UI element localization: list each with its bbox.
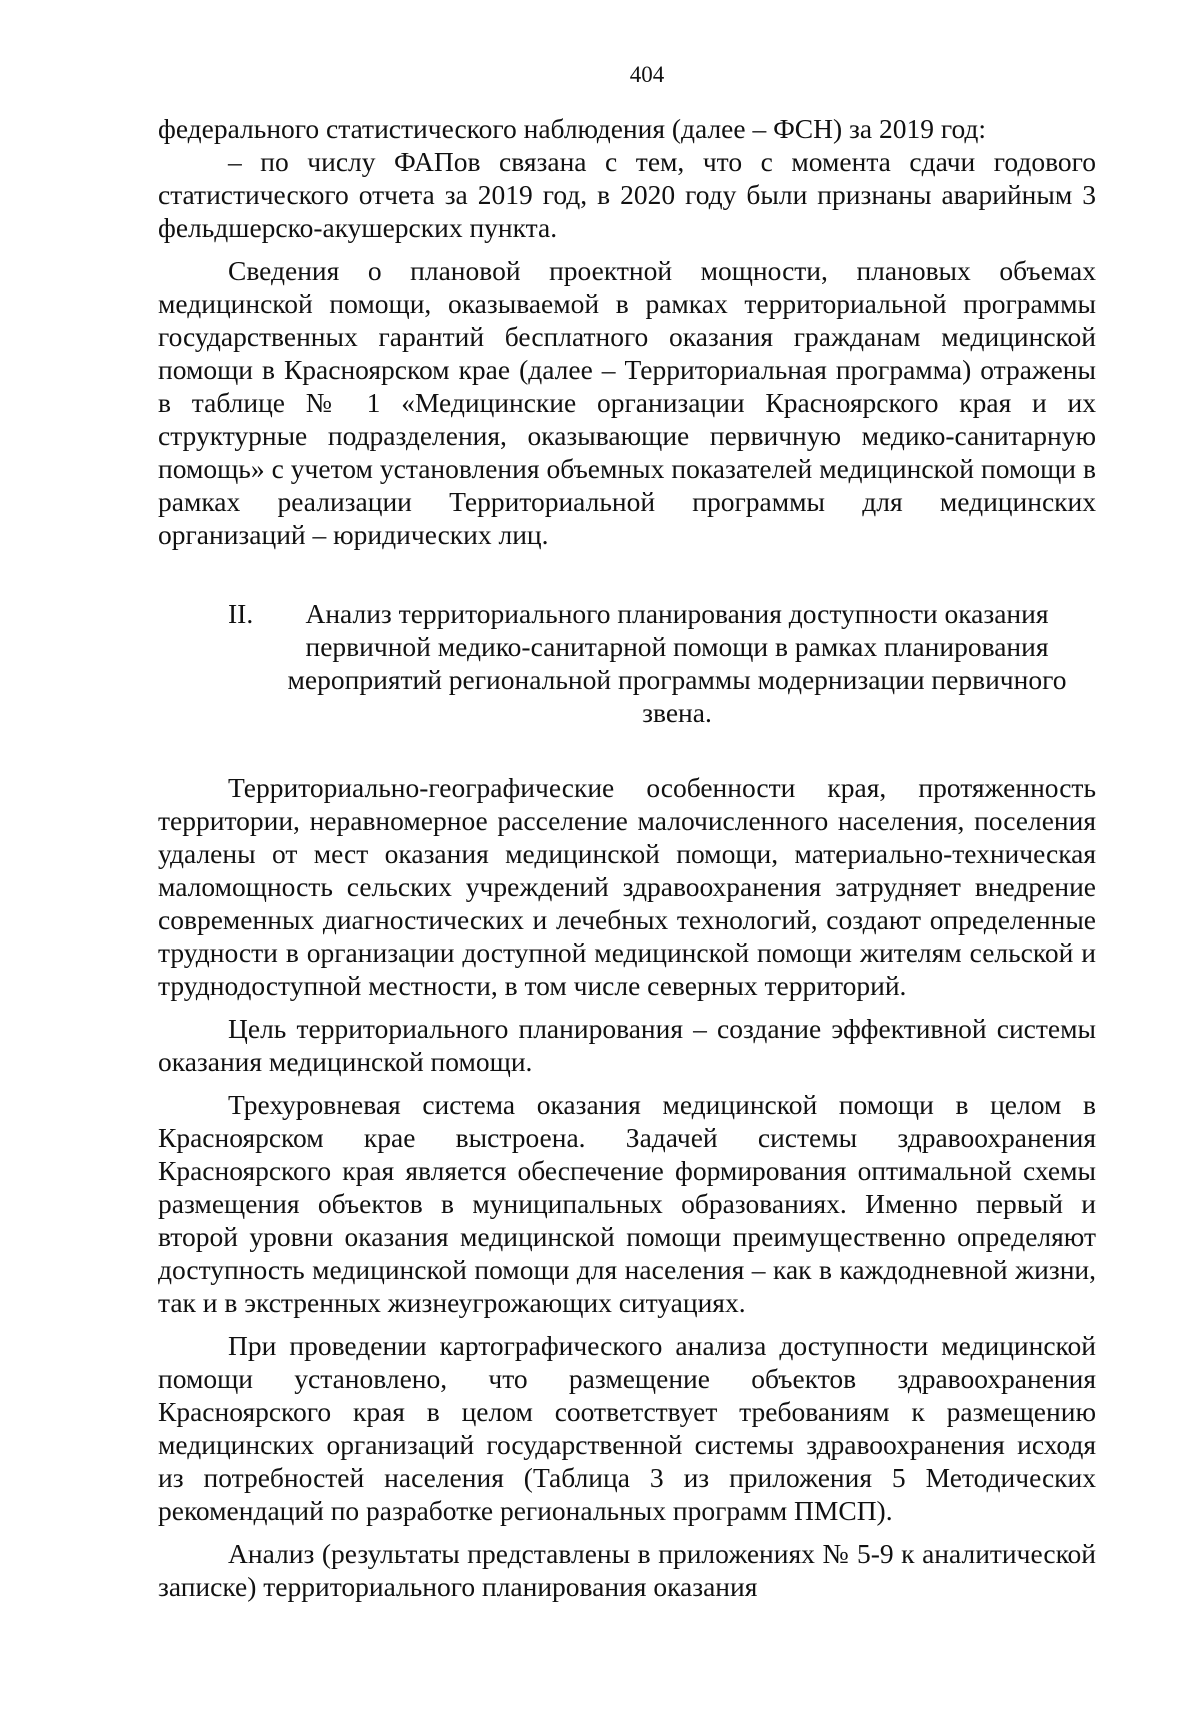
- paragraph-fsn-continuation: федерального статистического наблюдения (далее – ФСН) за 2019 год:: [158, 113, 987, 144]
- paragraph-fap-count: – по числу ФАПов связана с тем, что с момента сдачи годового статистического отчета за 2019 год, в 2020 году были признаны аварийным 3 фельдшерско-акушерских пункта.: [158, 146, 1096, 243]
- paragraph-cartographic-analysis: При проведении картографического анализа доступности медицинской помощи установлено, что размещение объектов здравоохранения Красноярского края в целом соответствует требованиям к размещению медицинских организаций государственной системы здравоохранения исходя из потребностей населения (Таблица 3 из приложения 5 Методических рекомендаций по разработке региональных программ ПМСП).: [158, 1330, 1096, 1526]
- paragraph-territorial-features: Территориально-географические особенности края, протяженность территории, неравномерное расселение малочисленного населения, поселения удалены от мест оказания медицинской помощи, материально-техническая маломощность сельских учреждений здравоохранения затрудняет внедрение современных диагностических и лечебных технологий, создают определенные трудности в организации доступной медицинской помощи жителям сельской и труднодоступной местности, в том числе северных территорий.: [158, 772, 1096, 1001]
- document-page: [158, 62, 1096, 1603]
- section-title: Анализ территориального планирования доступности оказания первичной медико-санитарной помощи в рамках планирования мероприятий региональной программы модернизации первичного звена.: [287, 598, 1067, 728]
- paragraph-planned-capacity: Сведения о плановой проектной мощности, плановых объемах медицинской помощи, оказываемой в рамках территориальной программы государственных гарантий бесплатного оказания гражданам медицинской помощи в Красноярском крае (далее – Территориальная программа) отражены в таблице № 1 «Медицинские организации Красноярского края и их структурные подразделения, оказывающие первичную медико-санитарную помощь» с учетом установления объемных показателей медицинской помощи в рамках реализации Территориальной программы для медицинских организаций – юридических лиц.: [158, 255, 1096, 550]
- page-number: 404: [629, 62, 665, 87]
- paragraph-planning-goal: Цель территориального планирования – создание эффективной системы оказания медицинской помощи.: [158, 1013, 1096, 1077]
- paragraph-analysis-results: Анализ (результаты представлены в приложениях № 5-9 к аналитической записке) территориального планирования оказания: [158, 1538, 1096, 1602]
- paragraph-three-level-system: Трехуровневая система оказания медицинской помощи в целом в Красноярском крае выстроена. Задачей системы здравоохранения Красноярского края является обеспечение формирования оптимальной схемы размещения объектов в муниципальных образованиях. Именно первый и второй уровни оказания медицинской помощи преимущественно определяют доступность медицинской помощи для населения – как в каждодневной жизни, так и в экстренных жизнеугрожающих ситуациях.: [158, 1089, 1096, 1318]
- section-heading: [158, 597, 1096, 729]
- section-number: II.: [228, 598, 254, 629]
